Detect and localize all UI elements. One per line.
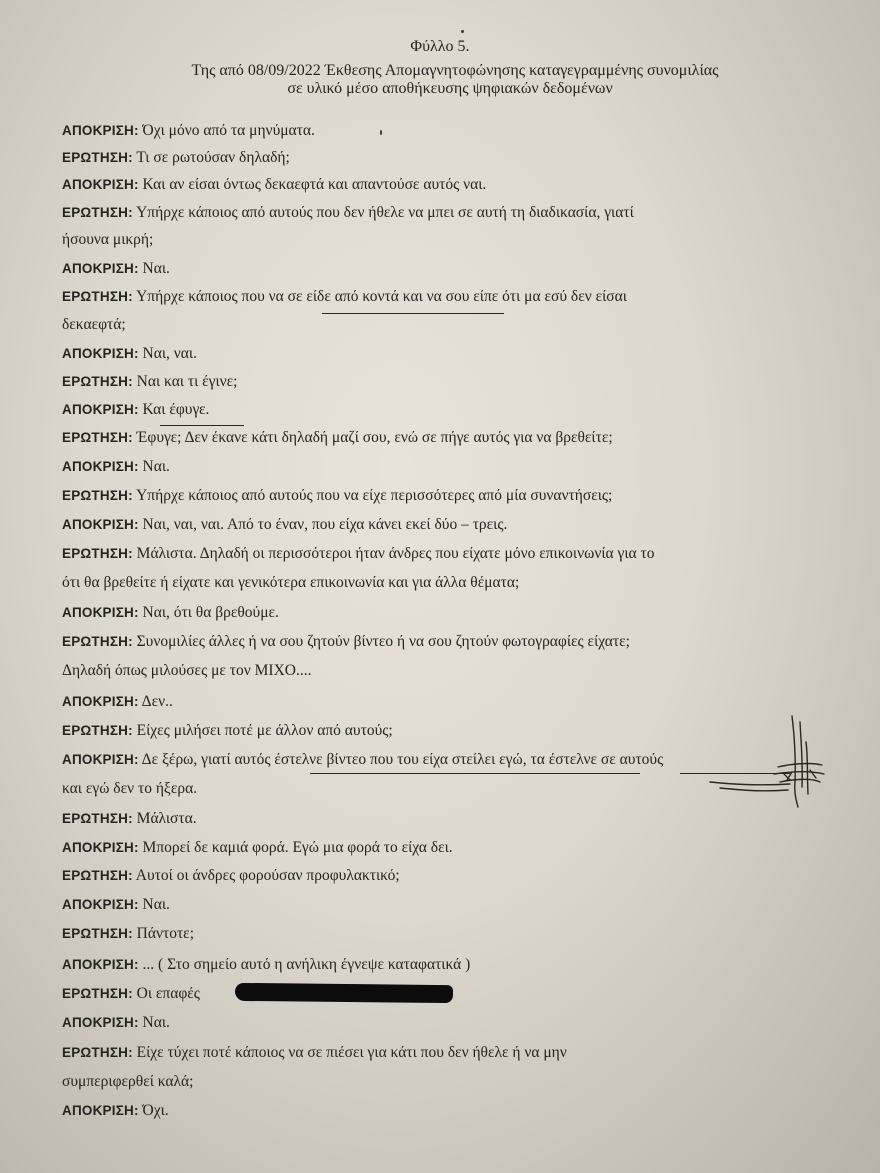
speaker-label: ΕΡΩΤΗΣΗ: [62,723,133,738]
transcript-line [62,373,237,391]
speaker-label: ΕΡΩΤΗΣΗ: [62,374,133,389]
transcript-line [62,204,634,222]
line-text: Όχι. [138,1102,169,1119]
transcript-line [62,231,153,249]
line-text: Ναι. [138,896,170,913]
line-text: Είχε τύχει ποτέ κάποιος να σε πιέσει για κάτι που δεν ήθελε ή να μην [132,1044,567,1061]
transcript-line [62,487,612,505]
redaction-bar [235,983,453,1003]
transcript-line [62,867,400,885]
transcript-line [62,956,470,974]
line-text: Υπήρχε κάποιος από αυτούς που δεν ήθελε να μπει σε αυτή τη διαδικασία, γιατί [132,204,634,221]
line-text: Υπήρχε κάποιος που να σε είδε από κοντά και να σου είπε ότι μα εσύ δεν είσαι [132,288,627,305]
transcript-line [62,574,519,592]
line-text: Μάλιστα. Δηλαδή οι περισσότεροι ήταν άνδρες που είχατε μόνο επικοινωνία για το [132,545,655,562]
line-text: Ναι, ναι. [138,345,197,362]
transcript-line [62,1044,567,1062]
page-folio: Φύλλο 5. [410,38,470,55]
transcript-line [62,839,453,857]
transcript-line [62,751,663,769]
speaker-label: ΑΠΟΚΡΙΣΗ: [62,123,139,138]
speaker-label: ΑΠΟΚΡΙΣΗ: [62,1103,139,1118]
speaker-label: ΕΡΩΤΗΣΗ: [62,634,133,649]
line-text: Ναι και τι έγινε; [132,373,238,390]
pen-underline [160,425,244,426]
transcript-line [62,780,197,798]
speaker-label: ΕΡΩΤΗΣΗ: [62,150,133,165]
pen-underline [322,313,504,314]
line-text: συμπεριφερθεί καλά; [62,1073,194,1090]
line-text: δεκαεφτά; [62,316,126,333]
document-title-line-2: σε υλικό μέσο αποθήκευσης ψηφιακών δεδομένων [287,80,613,97]
speaker-label: ΕΡΩΤΗΣΗ: [62,811,133,826]
transcript-line [62,662,311,680]
line-text: ότι θα βρεθείτε ή είχατε και γενικότερα επικοινωνία και για άλλα θέματα; [62,574,520,591]
line-text: Τι σε ρωτούσαν δηλαδή; [132,149,290,166]
transcript-line [62,722,393,740]
line-text: Ναι, ναι, ναι. Από το έναν, που είχα κάνει εκεί δύο – τρεις. [138,516,508,533]
line-text: Και αν είσαι όντως δεκαεφτά και απαντούσε αυτός ναι. [138,176,487,193]
pen-underline [310,773,640,774]
transcript-line [62,176,486,194]
transcript-line [62,545,654,563]
speaker-label: ΕΡΩΤΗΣΗ: [62,926,133,941]
speaker-label: ΕΡΩΤΗΣΗ: [62,205,133,220]
speaker-label: ΕΡΩΤΗΣΗ: [62,289,133,304]
document-title-line-1: Της από 08/09/2022 Έκθεσης Απομαγνητοφώνησης καταγεγραμμένης συνομιλίας [191,62,719,79]
handwritten-scribble-mark [700,712,830,812]
speaker-label: ΑΠΟΚΡΙΣΗ: [62,517,139,532]
transcript-line [62,1102,169,1120]
line-text: και εγώ δεν το ήξερα. [62,780,198,797]
speaker-label: ΑΠΟΚΡΙΣΗ: [62,402,139,417]
line-text: ήσουνα μικρή; [62,231,154,248]
transcript-line [62,260,170,278]
line-text: Δηλαδή όπως μιλούσες με τον ΜΙΧΟ.... [62,662,312,679]
transcript-line [62,985,200,1003]
line-text: Ναι, ότι θα βρεθούμε. [138,604,279,621]
transcript-line [62,925,194,943]
transcript-line [62,604,279,622]
transcript-line [62,693,173,711]
transcript-line [62,429,613,447]
transcript-line [62,516,507,534]
transcript-line [62,458,170,476]
line-text: Μάλιστα. [132,810,197,827]
speaker-label: ΑΠΟΚΡΙΣΗ: [62,694,139,709]
speaker-label: ΕΡΩΤΗΣΗ: [62,868,133,883]
line-text: Υπήρχε κάποιος από αυτούς που να είχε περισσότερες από μία συναντήσεις; [132,487,613,504]
line-text: ... ( Στο σημείο αυτό η ανήλικη έγνεψε καταφατικά ) [138,956,471,973]
line-text: Οι επαφές [132,985,200,1002]
line-text: Ναι. [138,458,170,475]
transcript-line [62,345,197,363]
line-text: Ναι. [138,1014,170,1031]
line-text: Δεν.. [138,693,173,710]
speaker-label: ΑΠΟΚΡΙΣΗ: [62,840,139,855]
line-text: Συνομιλίες άλλες ή να σου ζητούν βίντεο ή να σου ζητούν φωτογραφίες είχατε; [132,633,630,650]
speaker-label: ΑΠΟΚΡΙΣΗ: [62,261,139,276]
transcript-line [62,1073,194,1091]
transcript-line [62,149,290,167]
speaker-label: ΑΠΟΚΡΙΣΗ: [62,177,139,192]
line-text: Όχι μόνο από τα μηνύματα. [138,122,315,139]
speaker-label: ΑΠΟΚΡΙΣΗ: [62,346,139,361]
line-text: Και έφυγε. [138,401,210,418]
line-text: Ναι. [138,260,170,277]
speaker-label: ΑΠΟΚΡΙΣΗ: [62,752,139,767]
transcript-line [62,288,627,306]
line-text: Πάντοτε; [132,925,195,942]
speaker-label: ΕΡΩΤΗΣΗ: [62,430,133,445]
line-text: Μπορεί δε καμιά φορά. Εγώ μια φορά το είχα δει. [138,839,453,856]
speaker-label: ΑΠΟΚΡΙΣΗ: [62,605,139,620]
speaker-label: ΕΡΩΤΗΣΗ: [62,986,133,1001]
pen-dot [380,130,382,135]
transcript-line [62,401,209,419]
speaker-label: ΑΠΟΚΡΙΣΗ: [62,957,139,972]
speaker-label: ΕΡΩΤΗΣΗ: [62,1045,133,1060]
line-text: Είχες μιλήσει ποτέ με άλλον από αυτούς; [132,722,393,739]
transcript-line [62,810,197,828]
pen-dot [461,30,464,33]
transcript-line [62,316,126,334]
line-text: Αυτοί οι άνδρες φορούσαν προφυλακτικό; [132,867,400,884]
speaker-label: ΕΡΩΤΗΣΗ: [62,488,133,503]
transcript-line [62,1014,170,1032]
speaker-label: ΑΠΟΚΡΙΣΗ: [62,897,139,912]
speaker-label: ΑΠΟΚΡΙΣΗ: [62,1015,139,1030]
line-text: Έφυγε; Δεν έκανε κάτι δηλαδή μαζί σου, ενώ σε πήγε αυτός για να βρεθείτε; [132,429,613,446]
speaker-label: ΕΡΩΤΗΣΗ: [62,546,133,561]
transcript-line [62,122,315,140]
transcript-line [62,633,630,651]
speaker-label: ΑΠΟΚΡΙΣΗ: [62,459,139,474]
transcript-line [62,896,170,914]
line-text: Δε ξέρω, γιατί αυτός έστελνε βίντεο που του είχα στείλει εγώ, τα έστελνε σε αυτούς [138,751,664,768]
